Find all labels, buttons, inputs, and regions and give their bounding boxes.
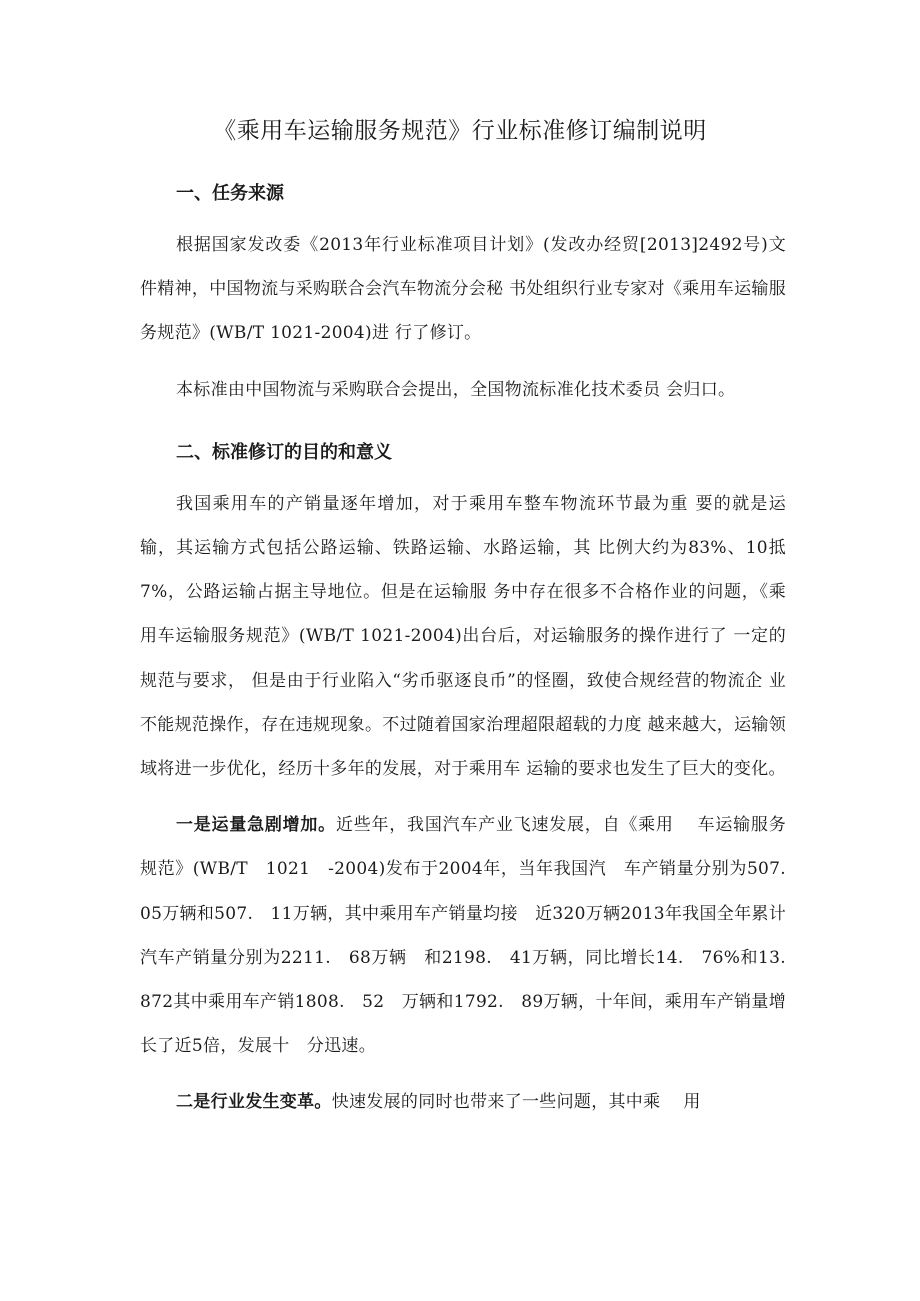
paragraph: 根据国家发改委《2013年行业标准项目计划》(发改办经贸[2013]2492号)文件精神，中国物流与采购联合会汽车物流分会秘 书处组织行业专家对《乘用车运输服务规范》(WB/T 1021-2004)进 行了修订。 [140,235,786,344]
document-body [140,165,804,1137]
document-title: 《乘用车运输服务规范》行业标准修订编制说明 [213,118,707,144]
paragraph: 本标准由中国物流与采购联合会提出，全国物流标准化技术委员 会归口。 [176,379,736,400]
section-heading: 一、任务来源 [176,183,284,204]
point-lead: 二是行业发生变革。 [176,1092,332,1113]
point-paragraph [140,1080,786,1124]
section-task-source [140,165,786,412]
point-paragraph [140,803,804,1068]
section-heading: 二、标准修订的目的和意义 [176,441,392,463]
paragraph: 我国乘用车的产销量逐年增加，对于乘用车整车物流环节最为重 要的就是运输，其运输方式包括公路运输、铁路运输、水路运输，其 比例大约为83%、10抵7%，公路运输占据主导地位。但是在运输服 务中存在很多不合格作业的问题，《乘用车运输服务规范》(WB/T 1021-2004)出台后，对运输服务的操作进行了 一定的规范与要求， 但是由于行业陷入“劣币驱逐良币”的怪圈，致使合规经营的物流企 业不能规范操作，存在违规现象。不过随着国家治理超限超载的力度 越来越大，运输领域将进一步优化，经历十多年的发展，对于乘用车 运输的要求也发生了巨大的变化。 [140,493,786,780]
point-lead: 一是运量急剧增加。 [176,815,336,836]
point-text: 近些年，我国汽车产业飞速发展，自《乘用 车运输服务规范》(WB/T 1021 -2004)发布于2004年，当年我国汽 车产销量分别为507. 05万辆和507. 11万辆，其中乘用车产销量均接 近320万辆2013年我国全年累计汽车产销量分别为2211. 68万辆 和2198. 41万辆，同比增长14. 76%和13. 872其中乘用车产销1808. 52 万辆和1792. 89万辆，十年间，乘用车产销量增长了近5倍，发展十 分迅速。 [140,815,804,1057]
point-text: 快速发展的同时也带来了一些问题，其中乘 用 [331,1092,701,1113]
section-purpose-significance [140,424,804,1125]
